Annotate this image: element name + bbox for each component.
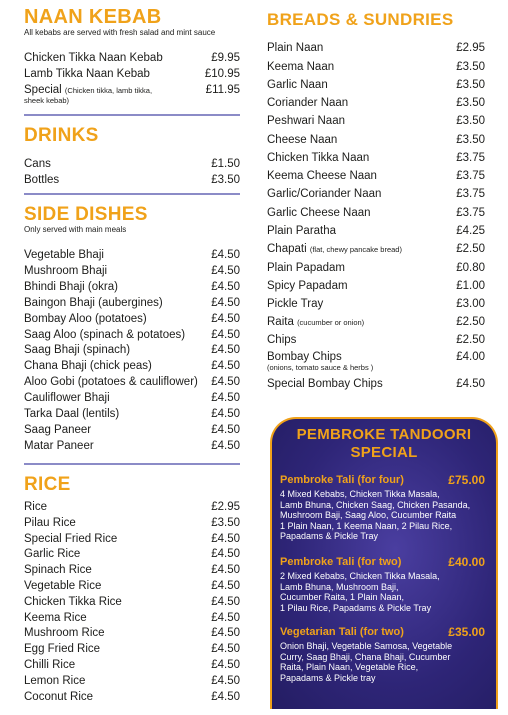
item-name: Vegetable Bhaji [24, 249, 104, 261]
item-price: £3.00 [456, 298, 485, 310]
item-name: Special Fried Rice [24, 532, 118, 545]
item-name: Matar Paneer [24, 439, 94, 452]
breads-heading: BREADS & SUNDRIES [267, 10, 454, 29]
menu-item [267, 261, 345, 275]
item-price: £10.95 [204, 68, 240, 80]
section-divider [24, 463, 240, 465]
special-item-description: Onion Bhaji, Vegetable Samosa, Vegetable [280, 641, 453, 651]
special-item-description: 4 Mixed Kebabs, Chicken Tikka Masala, [280, 489, 440, 499]
item-name: Chana Bhaji (chick peas) [24, 360, 152, 373]
item-price: £4.50 [211, 423, 240, 436]
menu-item [24, 264, 107, 278]
item-name: Cheese Naan [267, 134, 338, 146]
item-price: £4.50 [211, 611, 240, 624]
menu-item: Bottles [24, 174, 60, 186]
item-name: Aloo Gobi (potatoes & cauliflower) [24, 376, 198, 389]
item-price: £3.75 [456, 170, 485, 182]
menu-item [24, 690, 93, 704]
item-price: £4.50 [211, 580, 240, 592]
special-item-name: Vegetarian Tali (for two) [280, 626, 404, 638]
special-item-description: Raita, Plain Naan, Vegetable Rice, [280, 662, 419, 672]
item-price: £4.50 [211, 280, 240, 293]
item-price: £3.50 [211, 516, 240, 529]
item-name: Bhindi Bhaji (okra) [24, 280, 118, 293]
item-name: Egg Fried Rice [24, 643, 101, 656]
item-price: £1.00 [456, 280, 485, 292]
item-detail: sheek kebab) [24, 96, 70, 105]
item-name: Keema Rice [24, 611, 87, 624]
item-detail: (onions, tomato sauce & herbs ) [267, 363, 374, 372]
menu-item [24, 359, 152, 373]
menu-item [24, 296, 163, 310]
item-price: £3.75 [456, 188, 485, 200]
naan-kebab-heading: NAAN KEBAB [24, 6, 162, 28]
item-name: Special [24, 84, 62, 96]
item-name: Vegetable Rice [24, 580, 102, 592]
menu-item [267, 242, 402, 257]
item-name: Pickle Tray [267, 298, 324, 310]
item-name: Saag Bhaji (spinach) [24, 344, 131, 357]
menu-item [24, 658, 75, 672]
menu-item [24, 248, 104, 262]
special-subtitle: SPECIAL [350, 444, 418, 461]
special-item-description: Papadams & Pickle tray [280, 672, 376, 683]
special-item-description: Lamb Bhuna, Mushroom Baji, [280, 581, 399, 592]
menu-item [24, 547, 80, 561]
item-name: Garlic Naan [267, 79, 328, 91]
item-name: Saag Paneer [24, 423, 92, 436]
menu-item [24, 674, 85, 688]
menu-item [267, 377, 383, 391]
item-name: Chips [267, 334, 297, 346]
item-price: £3.50 [456, 97, 485, 109]
item-price: £4.25 [456, 225, 485, 237]
special-item-price: £35.00 [448, 625, 485, 639]
item-name: Coriander Naan [267, 97, 349, 109]
drinks-heading: DRINKS [24, 125, 99, 146]
menu-item [24, 312, 147, 326]
item-price: £4.50 [211, 264, 240, 277]
menu-item [267, 96, 348, 110]
menu-item: Cans [24, 158, 51, 170]
menu-item [24, 391, 110, 405]
menu-item [24, 611, 87, 625]
item-price: £4.50 [211, 690, 240, 703]
section-divider [24, 193, 240, 195]
special-item-description: 1 Plain Naan, 1 Keema Naan, 2 Pilau Rice, [280, 520, 453, 531]
item-price: £4.50 [211, 376, 240, 389]
item-price: £2.95 [211, 501, 240, 513]
item-name: Garlic/Coriander Naan [267, 188, 382, 200]
item-price: £4.50 [211, 360, 240, 373]
item-price: £11.95 [205, 84, 240, 96]
menu-item [267, 60, 334, 74]
menu-item [24, 407, 119, 421]
special-item-name: Pembroke Tali (for four) [280, 474, 404, 486]
item-name: Baingon Bhaji (aubergines) [24, 296, 163, 309]
menu-item [24, 375, 198, 389]
item-name: Chicken Tikka Rice [24, 595, 122, 608]
item-price: £4.50 [211, 249, 240, 261]
menu-item [24, 328, 185, 342]
menu-item [24, 423, 91, 437]
side-dishes-note: Only served with main meals [24, 225, 127, 234]
menu-item [24, 595, 122, 609]
menu-item [267, 206, 371, 220]
item-name: Bombay Chips [267, 351, 342, 363]
special-title: PEMBROKE TANDOORI [296, 426, 472, 443]
item-price: £4.50 [456, 378, 485, 390]
item-price: £2.50 [456, 316, 485, 328]
rice-heading: RICE [24, 474, 71, 495]
menu-item [267, 187, 381, 201]
menu-item [267, 315, 364, 330]
menu-item [24, 500, 47, 514]
item-price: £3.50 [456, 79, 485, 91]
item-name: Spinach Rice [24, 564, 92, 577]
menu-item [24, 563, 92, 577]
naan-kebab-note: All kebabs are served with fresh salad and mint sauce [24, 28, 216, 37]
item-price: £3.50 [456, 61, 485, 73]
special-item-name: Pembroke Tali (for two) [280, 556, 402, 568]
menu-item [267, 279, 348, 293]
item-price: £4.50 [211, 643, 240, 656]
item-price: £4.50 [211, 548, 240, 561]
special-item-description: Cucumber Raita, 1 Plain Naan, [280, 592, 405, 602]
item-price: £0.80 [456, 262, 485, 274]
menu-item [267, 151, 369, 165]
item-price: £4.50 [211, 659, 240, 671]
item-price: £4.00 [456, 351, 485, 363]
item-name: Keema Cheese Naan [267, 170, 377, 182]
item-name: Plain Paratha [267, 225, 337, 237]
item-name: Pilau Rice [24, 516, 76, 529]
item-price: £2.95 [456, 42, 485, 54]
item-name: Chicken Tikka Naan [267, 152, 370, 164]
menu-item [267, 114, 345, 128]
item-name: Chilli Rice [24, 659, 76, 671]
menu-item [24, 642, 100, 656]
item-detail: (Chicken tikka, lamb tikka, [64, 86, 153, 95]
item-price: £3.50 [456, 134, 485, 146]
item-price: £3.50 [211, 174, 240, 186]
item-name: Raita [267, 316, 294, 328]
special-item-description: 1 Pilau Rice, Papadams & Pickle Tray [280, 602, 432, 613]
item-name: Keema Naan [267, 61, 335, 73]
item-name: Rice [24, 501, 48, 513]
menu-item: Chicken Tikka Naan Kebab [24, 52, 163, 64]
item-name: Bombay Aloo (potatoes) [24, 312, 147, 325]
item-price: £4.50 [211, 439, 240, 452]
item-name: Chapati [267, 243, 307, 255]
menu-item [24, 532, 117, 546]
special-item-description: 2 Mixed Kebabs, Chicken Tikka Masala, [280, 571, 440, 581]
item-price: £3.75 [456, 207, 485, 219]
item-price: £4.50 [211, 564, 240, 577]
item-price: £4.50 [211, 312, 240, 325]
item-name: Special Bombay Chips [267, 378, 383, 390]
item-name: Tarka Daal (lentils) [24, 408, 120, 420]
menu-item [24, 516, 76, 530]
menu-item [24, 280, 118, 294]
item-price: £4.50 [211, 296, 240, 309]
item-price: £2.50 [456, 334, 485, 346]
special-item-description: Papadams & Pickle Tray [280, 531, 379, 541]
menu-item: Lamb Tikka Naan Kebab [24, 68, 150, 80]
special-item-description: Mushroom Baji, Saag Aloo, Cucumber Raita [280, 510, 457, 520]
item-price: £4.50 [211, 344, 240, 357]
special-item-description: Curry, Saag Bhaji, Chana Bhaji, Cucumber [280, 651, 451, 662]
item-price: £4.50 [211, 595, 240, 608]
item-price: £2.50 [456, 243, 485, 255]
special-item-price: £75.00 [448, 473, 485, 487]
item-name: Lemon Rice [24, 674, 86, 687]
item-name: Saag Aloo (spinach & potatoes) [24, 328, 186, 341]
item-name: Plain Naan [267, 42, 324, 54]
item-price: £4.50 [211, 328, 240, 341]
item-price: £4.50 [211, 532, 240, 545]
special-item-description: Lamb Bhuna, Chicken Saag, Chicken Pasanda, [280, 499, 471, 510]
item-price: £3.75 [456, 152, 485, 164]
menu-item [24, 343, 130, 357]
item-price: £4.50 [211, 627, 240, 640]
item-detail: (cucumber or onion) [297, 318, 365, 327]
item-detail: (flat, chewy pancake bread) [309, 245, 402, 254]
item-price: £9.95 [211, 52, 240, 64]
menu-item [267, 78, 328, 92]
item-name: Garlic Rice [24, 548, 81, 561]
menu-item [24, 439, 94, 453]
menu-item [267, 224, 336, 238]
item-price: £4.50 [211, 408, 240, 420]
special-item-price: £40.00 [448, 555, 485, 569]
item-name: Cauliflower Bhaji [24, 392, 110, 405]
item-price: £4.50 [211, 392, 240, 405]
menu-item [267, 133, 337, 147]
item-name: Garlic Cheese Naan [267, 207, 371, 219]
item-name: Mushroom Rice [24, 627, 105, 640]
section-divider [24, 114, 240, 116]
item-name: Coconut Rice [24, 690, 94, 703]
menu-item [24, 626, 105, 640]
item-price: £4.50 [211, 674, 240, 687]
item-name: Plain Papadam [267, 262, 345, 274]
menu-item [267, 350, 342, 364]
menu-item [267, 41, 323, 55]
item-name: Mushroom Bhaji [24, 264, 108, 277]
side-dishes-heading: SIDE DISHES [24, 204, 148, 225]
item-price: £3.50 [456, 115, 485, 127]
menu-item [267, 297, 323, 311]
item-name: Spicy Papadam [267, 280, 348, 292]
item-price: £1.50 [211, 158, 240, 170]
menu-item [267, 169, 377, 183]
item-name: Peshwari Naan [267, 115, 345, 127]
menu-item [267, 333, 296, 347]
menu-item [24, 579, 101, 593]
